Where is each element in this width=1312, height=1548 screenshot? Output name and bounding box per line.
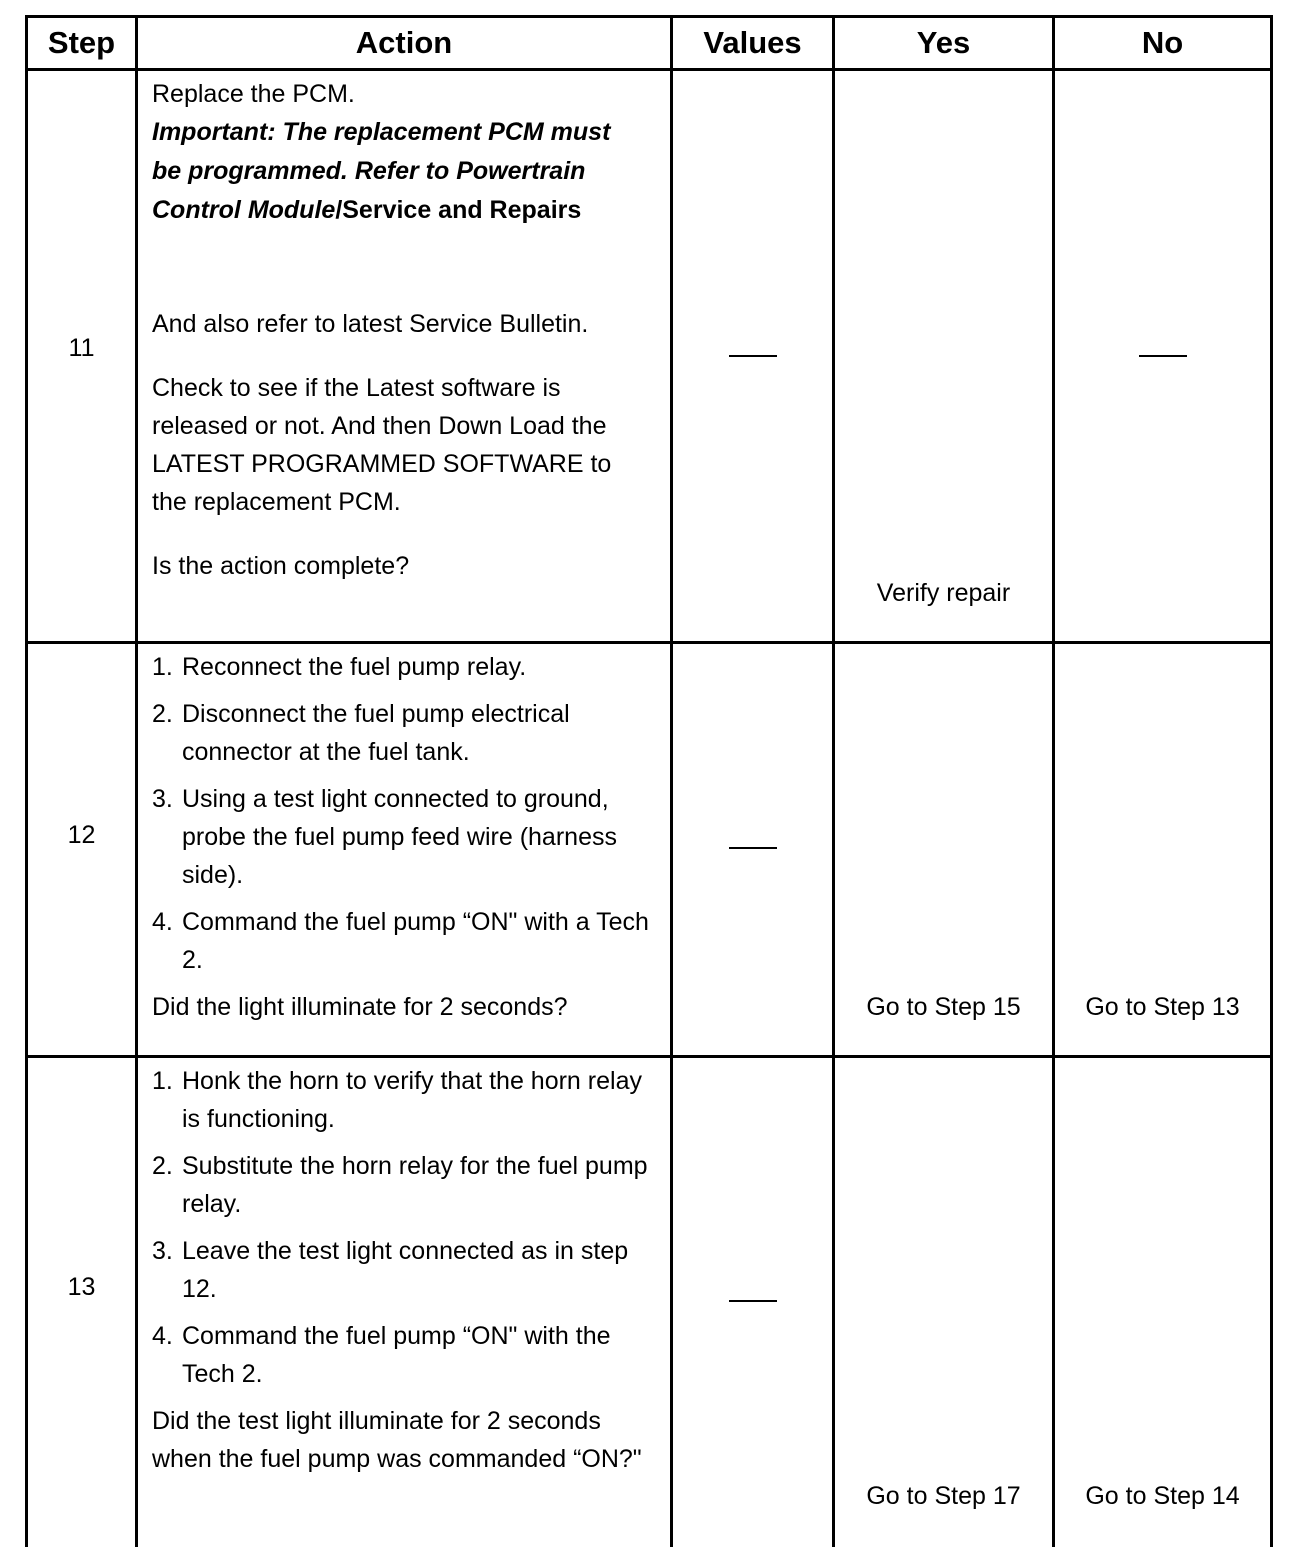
no-outcome: Go to Step 13	[1085, 993, 1240, 1021]
list-item: 2. Disconnect the fuel pump electrical connector at the fuel tank.	[152, 700, 570, 766]
action-line: Replace the PCM.	[152, 80, 355, 108]
action-question: Is the action complete?	[152, 552, 410, 580]
action-paragraph: Check to see if the Latest software is released or not. And then Down Load the LATEST PROGRAMMED SOFTWARE to the replacement PCM.	[152, 374, 612, 516]
list-item: 4. Command the fuel pump “ON" with a Tech 2.	[152, 908, 649, 974]
list-item: 3. Leave the test light connected as in step 12.	[152, 1237, 629, 1303]
header-row	[27, 17, 1272, 70]
action-cell	[137, 643, 672, 1057]
header-yes: Yes	[834, 17, 1054, 70]
step-number: 11	[68, 334, 95, 362]
header-step: Step	[27, 17, 137, 70]
action-question: Did the test light illuminate for 2 seconds when the fuel pump was commanded “ON?"	[152, 1407, 642, 1473]
header-no: No	[1054, 17, 1272, 70]
list-item: 4. Command the fuel pump “ON" with the Tech 2.	[152, 1322, 611, 1388]
no-cell	[1054, 643, 1272, 1057]
yes-outcome: Go to Step 15	[866, 993, 1021, 1021]
action-paragraph: And also refer to latest Service Bulletin.	[152, 310, 589, 338]
header-values: Values	[672, 17, 834, 70]
step-number: 12	[67, 821, 96, 849]
diagnostic-table-wrapper	[25, 15, 1275, 1548]
action-cell	[137, 70, 672, 643]
table-row-step-11	[27, 70, 1272, 643]
table-row-step-12	[27, 643, 1272, 1057]
values-cell	[672, 1057, 834, 1547]
diagnostic-table	[25, 15, 1273, 1547]
empty-value-dash	[729, 847, 777, 849]
yes-outcome: Go to Step 17	[866, 1482, 1021, 1510]
step-cell	[27, 1057, 137, 1547]
action-steps-list	[152, 1062, 660, 1393]
action-question: Did the light illuminate for 2 seconds?	[152, 993, 568, 1021]
no-cell	[1054, 70, 1272, 643]
step-number: 13	[67, 1273, 96, 1301]
list-item: 1. Honk the horn to verify that the horn relay is functioning.	[152, 1067, 642, 1133]
no-cell	[1054, 1057, 1272, 1547]
yes-cell	[834, 643, 1054, 1057]
table-row-step-13	[27, 1057, 1272, 1547]
important-note: Important: The replacement PCM must be programmed. Refer to Powertrain Control Module/Service and Repairs	[152, 118, 611, 224]
yes-cell	[834, 1057, 1054, 1547]
values-cell	[672, 70, 834, 643]
step-cell	[27, 643, 137, 1057]
header-action: Action	[137, 17, 672, 70]
values-cell	[672, 643, 834, 1057]
list-item: 3. Using a test light connected to ground, probe the fuel pump feed wire (harness side).	[152, 785, 617, 889]
step-cell	[27, 70, 137, 643]
action-cell	[137, 1057, 672, 1547]
empty-value-dash	[729, 355, 777, 357]
list-item: 2. Substitute the horn relay for the fuel pump relay.	[152, 1152, 648, 1218]
yes-outcome: Verify repair	[876, 579, 1011, 607]
empty-value-dash	[1139, 355, 1187, 357]
list-item: 1. Reconnect the fuel pump relay.	[152, 653, 527, 681]
empty-value-dash	[729, 1300, 777, 1302]
action-steps-list	[152, 648, 660, 979]
yes-cell	[834, 70, 1054, 643]
no-outcome: Go to Step 14	[1085, 1482, 1240, 1510]
